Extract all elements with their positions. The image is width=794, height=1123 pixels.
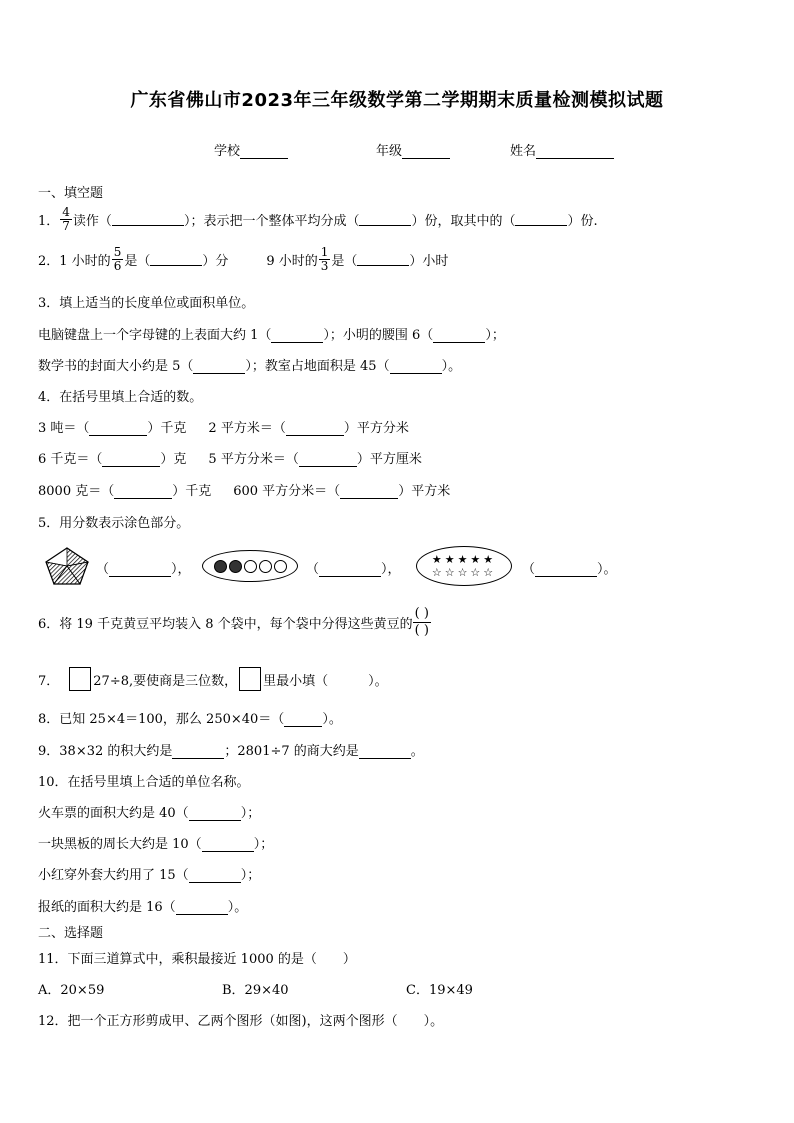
answer-5b: （ ），	[306, 562, 401, 577]
answer-blank[interactable]	[114, 486, 172, 499]
question-11: 11．下面三道算式中，乘积最接近 1000 的是（ ）	[38, 952, 356, 967]
answer-blank[interactable]	[102, 454, 160, 467]
answer-blank[interactable]	[172, 746, 224, 759]
question-1: 1． $\frac{4}{7}$ 读作（ ）；表示把一个整体平均分成（ ）份，取其中的（ ）份.	[38, 205, 598, 233]
empty-circle-icon	[244, 560, 257, 573]
question-4-row-1: 3 吨＝（ ）千克 2 平方米＝（ ）平方分米	[38, 421, 409, 436]
question-10-line-1: 火车票的面积大约是 40（ ）；	[38, 806, 261, 821]
question-10-head: 10．在括号里填上合适的单位名称。	[38, 775, 250, 790]
question-3-line-1: 电脑键盘上一个字母键的上表面大约 1（ ）；小明的腰围 6（ ）；	[38, 328, 505, 343]
answer-5a: （ ），	[96, 562, 191, 577]
answer-blank[interactable]	[284, 714, 322, 727]
answer-blank[interactable]	[340, 486, 398, 499]
answer-blank[interactable]	[150, 253, 202, 266]
filled-star-icon: ★★★★★	[431, 553, 497, 566]
answer-blank[interactable]	[535, 564, 597, 577]
option-c[interactable]: C．19×49	[406, 983, 473, 998]
question-2: 2．1 小时的 $\frac{5}{6}$ 是（ ）分 9 小时的 $\frac{1}{3}$ 是（ ）小时	[38, 245, 449, 273]
empty-circle-icon	[274, 560, 287, 573]
filled-circle-icon	[229, 560, 242, 573]
circles-oval	[202, 550, 298, 582]
question-3-line-2: 数学书的封面大小约是 5（ ）；教室占地面积是 45（ ）。	[38, 359, 462, 374]
answer-blank[interactable]	[189, 808, 241, 821]
answer-blank[interactable]	[357, 253, 409, 266]
answer-blank[interactable]	[359, 746, 411, 759]
page-title: 广东省佛山市2023年三年级数学第二学期期末质量检测模拟试题	[130, 90, 664, 111]
answer-blank[interactable]	[189, 870, 241, 883]
question-4-row-3: 8000 克＝（ ）千克 600 平方分米＝（ ）平方米	[38, 484, 451, 499]
filled-circle-icon	[214, 560, 227, 573]
stars-oval	[416, 546, 512, 586]
fraction: $\frac{4}{7}$	[62, 205, 70, 233]
answer-blank[interactable]	[109, 564, 171, 577]
answer-blank[interactable]	[299, 454, 357, 467]
answer-blank[interactable]	[112, 213, 184, 226]
shaded-pentagon-icon	[44, 546, 90, 586]
option-a[interactable]: A．20×59	[38, 983, 105, 998]
question-6: 6．将 19 千克黄豆平均装入 8 个袋中，每个袋中分得这些黄豆的 ( ) ( )	[38, 606, 429, 638]
answer-blank[interactable]	[193, 361, 245, 374]
name-field[interactable]: 姓名	[510, 140, 614, 159]
school-field[interactable]: 学校	[214, 140, 288, 159]
question-10-line-2: 一块黑板的周长大约是 10（ ）；	[38, 837, 274, 852]
blank-box[interactable]	[239, 667, 261, 691]
blank-box[interactable]	[69, 667, 91, 691]
answer-blank[interactable]	[89, 423, 147, 436]
grade-field[interactable]: 年级	[376, 140, 450, 159]
answer-blank[interactable]	[271, 330, 323, 343]
question-4-head: 4．在括号里填上合适的数。	[38, 390, 203, 405]
answer-blank[interactable]	[286, 423, 344, 436]
answer-blank[interactable]	[176, 902, 228, 915]
answer-blank[interactable]	[202, 839, 254, 852]
empty-star-icon: ☆☆☆☆☆	[431, 566, 497, 579]
section-fill-blank: 一、填空题	[38, 186, 104, 201]
question-3-head: 3．填上适当的长度单位或面积单位。	[38, 296, 255, 311]
question-7: 7． 27÷8,要使商是三位数， 里最小填（ ）。	[38, 667, 388, 691]
empty-circle-icon	[259, 560, 272, 573]
question-12: 12．把一个正方形剪成甲、乙两个图形（如图)，这两个图形（ ）。	[38, 1014, 444, 1029]
question-10-line-3: 小红穿外套大约用了 15（ ）；	[38, 868, 261, 883]
answer-blank[interactable]	[433, 330, 485, 343]
question-4-row-2: 6 千克＝（ ）克 5 平方分米＝（ ）平方厘米	[38, 452, 422, 467]
question-10-line-4: 报纸的面积大约是 16（ ）。	[38, 900, 248, 915]
fraction-answer[interactable]: ( ) ( )	[414, 606, 429, 638]
answer-blank[interactable]	[390, 361, 442, 374]
question-5-head: 5．用分数表示涂色部分。	[38, 516, 190, 531]
section-choice: 二、选择题	[38, 926, 104, 941]
option-b[interactable]: B．29×40	[222, 983, 289, 998]
answer-blank[interactable]	[515, 213, 567, 226]
question-8: 8．已知 25×4＝100，那么 250×40＝（ ）。	[38, 712, 342, 727]
answer-5c: （ ）。	[522, 562, 617, 577]
answer-blank[interactable]	[319, 564, 381, 577]
answer-blank[interactable]	[359, 213, 411, 226]
question-9: 9．38×32 的积大约是 ；2801÷7 的商大约是 。	[38, 744, 424, 759]
